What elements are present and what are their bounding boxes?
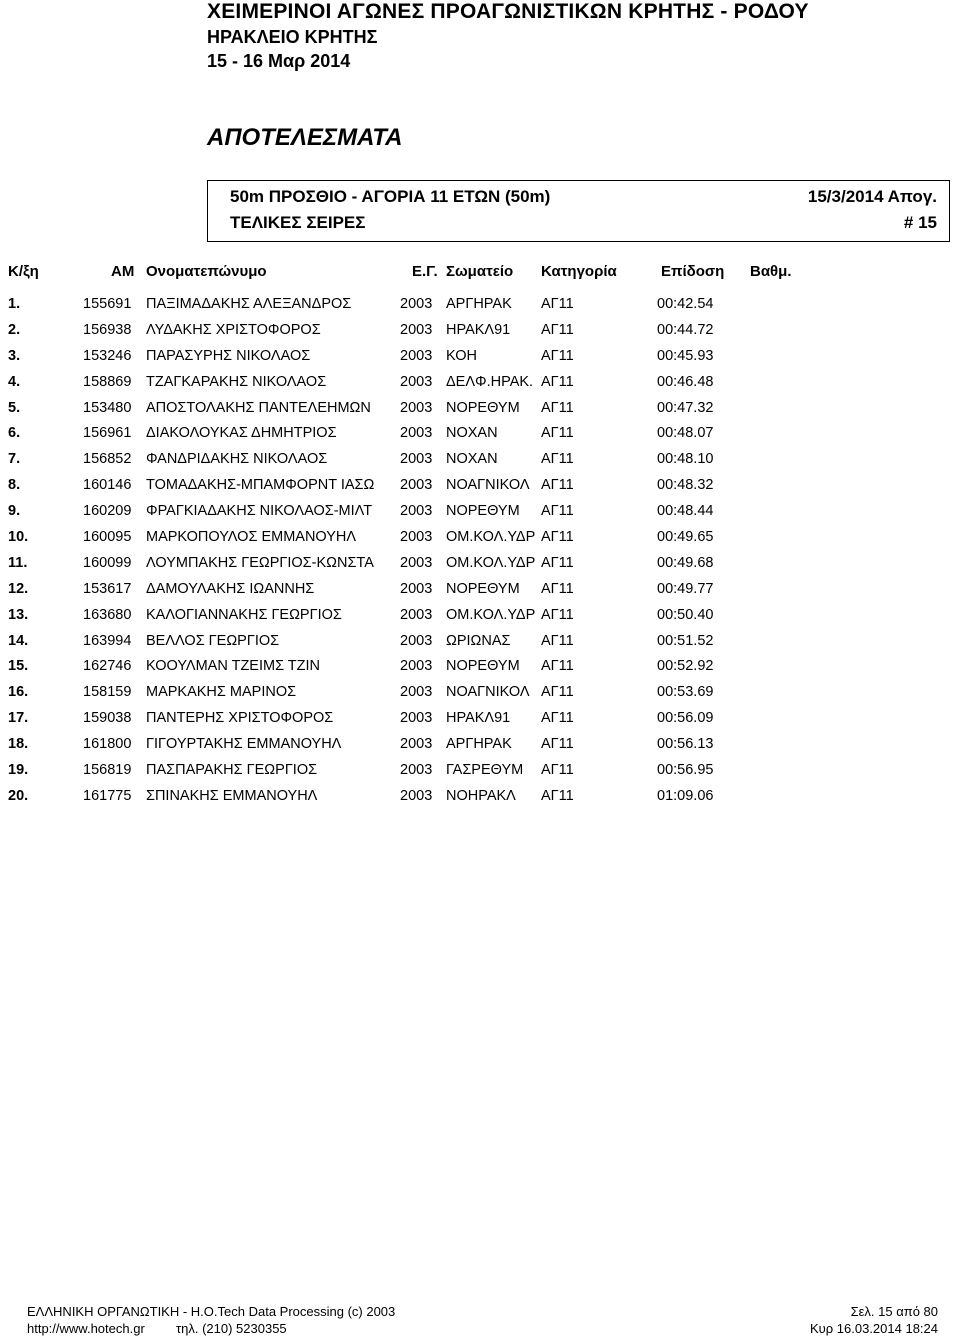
meet-title: ΧΕΙΜΕΡΙΝΟΙ ΑΓΩΝΕΣ ΠΡΟΑΓΩΝΙΣΤΙΚΩΝ ΚΡΗΤΗΣ - ΡΟΔΟΥ <box>207 0 809 23</box>
result-am: 153246 <box>83 347 132 364</box>
result-time: 00:45.93 <box>657 347 714 364</box>
result-rank: 15. <box>8 658 29 675</box>
result-time: 00:47.32 <box>657 399 714 416</box>
result-time: 00:46.48 <box>657 373 714 390</box>
result-category: ΑΓ11 <box>541 580 574 597</box>
result-name: ΔΙΑΚΟΛΟΥΚΑΣ ΔΗΜΗΤΡΙΟΣ <box>146 425 337 442</box>
table-row <box>0 477 960 503</box>
result-club: ΝΟΡΕΘΥΜ <box>446 658 520 675</box>
table-row <box>0 684 960 710</box>
result-am: 160209 <box>83 503 132 520</box>
col-rank: Κ/ξη <box>8 263 39 280</box>
col-category: Κατηγορία <box>541 263 617 280</box>
result-year: 2003 <box>400 529 433 546</box>
result-rank: 11. <box>8 554 28 571</box>
result-am: 156819 <box>83 762 132 779</box>
result-time: 00:51.52 <box>657 632 714 649</box>
result-year: 2003 <box>400 736 433 753</box>
result-name: ΠΑΣΠΑΡΑΚΗΣ ΓΕΩΡΓΙΟΣ <box>146 762 318 779</box>
result-category: ΑΓ11 <box>541 321 574 338</box>
result-time: 00:48.10 <box>657 451 714 468</box>
result-year: 2003 <box>400 787 433 804</box>
result-am: 159038 <box>83 710 132 727</box>
event-date: 15/3/2014 Απογ. <box>807 187 937 206</box>
footer-printed: Κυρ 16.03.2014 18:24 <box>810 1321 938 1336</box>
result-am: 161775 <box>83 787 132 804</box>
result-club: ΟΜ.ΚΟΛ.ΥΔΡ <box>446 606 536 623</box>
result-name: ΛΥΔΑΚΗΣ ΧΡΙΣΤΟΦΟΡΟΣ <box>146 321 321 338</box>
result-am: 161800 <box>83 736 132 753</box>
result-club: ΝΟΡΕΘΥΜ <box>446 399 520 416</box>
table-row <box>0 658 960 684</box>
result-am: 155691 <box>83 296 132 312</box>
footer-page: Σελ. 15 από 80 <box>850 1304 938 1319</box>
result-club: ΝΟΑΓΝΙΚΟΛ <box>446 684 530 701</box>
result-name: ΠΑΝΤΕΡΗΣ ΧΡΙΣΤΟΦΟΡΟΣ <box>146 710 334 727</box>
result-name: ΛΟΥΜΠΑΚΗΣ ΓΕΩΡΓΙΟΣ-ΚΩΝΣΤΑ <box>146 554 374 571</box>
result-category: ΑΓ11 <box>541 477 574 494</box>
result-rank: 8. <box>8 477 21 494</box>
results-list <box>0 296 960 814</box>
result-year: 2003 <box>400 321 433 338</box>
result-year: 2003 <box>400 425 433 442</box>
result-rank: 2. <box>8 321 21 338</box>
result-category: ΑΓ11 <box>541 451 574 468</box>
result-club: ΟΜ.ΚΟΛ.ΥΔΡ <box>446 529 536 546</box>
result-category: ΑΓ11 <box>541 503 574 520</box>
table-row <box>0 425 960 451</box>
result-club: ΚΟΗ <box>446 347 477 364</box>
result-rank: 13. <box>8 606 29 623</box>
result-club: ΝΟΡΕΘΥΜ <box>446 503 520 520</box>
result-year: 2003 <box>400 451 433 468</box>
table-row <box>0 581 960 607</box>
result-club: ΩΡΙΩΝΑΣ <box>446 632 511 649</box>
result-year: 2003 <box>400 554 433 571</box>
result-club: ΗΡΑΚΛ91 <box>446 710 511 727</box>
result-am: 153617 <box>83 580 132 597</box>
result-rank: 9. <box>8 503 21 520</box>
result-name: ΓΙΓΟΥΡΤΑΚΗΣ ΕΜΜΑΝΟΥΗΛ <box>146 736 342 753</box>
result-category: ΑΓ11 <box>541 762 574 779</box>
result-year: 2003 <box>400 399 433 416</box>
result-club: ΝΟΗΡΑΚΛ <box>446 787 516 804</box>
result-category: ΑΓ11 <box>541 425 574 442</box>
result-year: 2003 <box>400 632 433 649</box>
table-row <box>0 555 960 581</box>
result-category: ΑΓ11 <box>541 787 574 804</box>
table-row <box>0 529 960 555</box>
result-category: ΑΓ11 <box>541 606 574 623</box>
event-name: 50m ΠΡΟΣΘΙΟ - ΑΓΟΡΙΑ 11 ΕΤΩΝ (50m) <box>230 187 551 206</box>
result-am: 160099 <box>83 554 132 571</box>
result-name: ΚΟΟΥΛΜΑΝ ΤΖΕΙΜΣ ΤΖΙΝ <box>146 658 321 675</box>
result-club: ΑΡΓΗΡΑΚ <box>446 296 512 312</box>
result-time: 00:49.68 <box>657 554 714 571</box>
result-name: ΤΟΜΑΔΑΚΗΣ-ΜΠΑΜΦΟΡΝΤ ΙΑΣΩ <box>146 477 375 494</box>
result-year: 2003 <box>400 503 433 520</box>
table-row <box>0 400 960 426</box>
result-rank: 7. <box>8 451 21 468</box>
result-club: ΝΟΑΓΝΙΚΟΛ <box>446 477 530 494</box>
result-rank: 12. <box>8 580 29 597</box>
result-name: ΠΑΡΑΣΥΡΗΣ ΝΙΚΟΛΑΟΣ <box>146 347 311 364</box>
meet-dates: 15 - 16 Μαρ 2014 <box>207 51 351 71</box>
footer-org: ΕΛΛΗΝΙΚΗ ΟΡΓΑΝΩΤΙΚΗ - Η.Ο.Tech Data Processing (c) 2003 <box>27 1304 396 1319</box>
result-year: 2003 <box>400 347 433 364</box>
col-am: ΑΜ <box>111 263 135 280</box>
result-category: ΑΓ11 <box>541 529 574 546</box>
table-row <box>0 710 960 736</box>
result-name: ΤΖΑΓΚΑΡΑΚΗΣ ΝΙΚΟΛΑΟΣ <box>146 373 327 390</box>
col-name: Ονοματεπώνυμο <box>146 263 267 280</box>
table-row <box>0 322 960 348</box>
event-number: # 15 <box>903 213 937 232</box>
result-rank: 6. <box>8 425 21 442</box>
result-category: ΑΓ11 <box>541 347 574 364</box>
result-am: 162746 <box>83 658 132 675</box>
result-name: ΜΑΡΚΟΠΟΥΛΟΣ ΕΜΜΑΝΟΥΗΛ <box>146 529 357 546</box>
result-club: ΝΟΧΑΝ <box>446 425 498 442</box>
result-time: 00:53.69 <box>657 684 714 701</box>
result-club: ΝΟΡΕΘΥΜ <box>446 580 520 597</box>
result-rank: 4. <box>8 373 21 390</box>
table-row <box>0 607 960 633</box>
result-name: ΣΠΙΝΑΚΗΣ ΕΜΜΑΝΟΥΗΛ <box>146 787 318 804</box>
table-row <box>0 788 960 814</box>
result-name: ΦΑΝΔΡΙΔΑΚΗΣ ΝΙΚΟΛΑΟΣ <box>146 451 328 468</box>
table-row <box>0 633 960 659</box>
result-am: 163680 <box>83 606 132 623</box>
result-category: ΑΓ11 <box>541 684 574 701</box>
table-row <box>0 451 960 477</box>
footer-phone: τηλ. (210) 5230355 <box>176 1321 287 1336</box>
col-year: Ε.Γ. <box>412 263 438 280</box>
result-time: 00:56.95 <box>657 762 714 779</box>
col-time: Επίδοση <box>661 263 725 280</box>
result-time: 00:42.54 <box>657 296 714 312</box>
result-club: ΝΟΧΑΝ <box>446 451 498 468</box>
result-am: 156961 <box>83 425 132 442</box>
result-name: ΒΕΛΛΟΣ ΓΕΩΡΓΙΟΣ <box>146 632 280 649</box>
result-category: ΑΓ11 <box>541 373 574 390</box>
result-year: 2003 <box>400 477 433 494</box>
result-am: 163994 <box>83 632 132 649</box>
result-year: 2003 <box>400 580 433 597</box>
result-club: ΑΡΓΗΡΑΚ <box>446 736 512 753</box>
event-box <box>207 180 950 242</box>
result-name: ΔΑΜΟΥΛΑΚΗΣ ΙΩΑΝΝΗΣ <box>146 580 315 597</box>
result-year: 2003 <box>400 684 433 701</box>
result-name: ΠΑΞΙΜΑΔΑΚΗΣ ΑΛΕΞΑΝΔΡΟΣ <box>146 296 352 312</box>
footer-website[interactable]: http://www.hotech.gr <box>27 1321 145 1336</box>
result-am: 156938 <box>83 321 132 338</box>
result-year: 2003 <box>400 606 433 623</box>
result-name: ΚΑΛΟΓΙΑΝΝΑΚΗΣ ΓΕΩΡΓΙΟΣ <box>146 606 342 623</box>
event-round: ΤΕΛΙΚΕΣ ΣΕΙΡΕΣ <box>230 213 366 232</box>
result-rank: 20. <box>8 787 29 804</box>
result-time: 00:48.07 <box>657 425 714 442</box>
result-category: ΑΓ11 <box>541 296 574 312</box>
result-category: ΑΓ11 <box>541 710 574 727</box>
result-rank: 5. <box>8 399 21 416</box>
result-year: 2003 <box>400 296 433 312</box>
result-rank: 16. <box>8 684 29 701</box>
result-year: 2003 <box>400 710 433 727</box>
result-time: 00:44.72 <box>657 321 714 338</box>
result-rank: 14. <box>8 632 29 649</box>
table-row <box>0 736 960 762</box>
result-am: 160146 <box>83 477 132 494</box>
result-category: ΑΓ11 <box>541 554 574 571</box>
table-row <box>0 348 960 374</box>
table-row <box>0 296 960 322</box>
result-rank: 10. <box>8 529 29 546</box>
result-club: ΗΡΑΚΛ91 <box>446 321 511 338</box>
result-name: ΦΡΑΓΚΙΑΔΑΚΗΣ ΝΙΚΟΛΑΟΣ-ΜΙΛΤ <box>146 503 373 520</box>
section-title: ΑΠΟΤΕΛΕΣΜΑΤΑ <box>207 124 403 151</box>
result-time: 00:56.09 <box>657 710 714 727</box>
results-header <box>0 263 960 283</box>
result-am: 156852 <box>83 451 132 468</box>
col-club: Σωματείο <box>446 263 514 280</box>
table-row <box>0 503 960 529</box>
result-time: 00:48.32 <box>657 477 714 494</box>
result-time: 00:48.44 <box>657 503 714 520</box>
result-name: ΜΑΡΚΑΚΗΣ ΜΑΡΙΝΟΣ <box>146 684 297 701</box>
table-row <box>0 374 960 400</box>
result-time: 00:49.77 <box>657 580 714 597</box>
col-points: Βαθμ. <box>750 263 792 280</box>
result-year: 2003 <box>400 762 433 779</box>
result-time: 00:52.92 <box>657 658 714 675</box>
result-rank: 1. <box>8 296 21 312</box>
result-am: 153480 <box>83 399 132 416</box>
result-am: 158869 <box>83 373 132 390</box>
result-club: ΟΜ.ΚΟΛ.ΥΔΡ <box>446 554 536 571</box>
result-time: 00:50.40 <box>657 606 714 623</box>
result-category: ΑΓ11 <box>541 658 574 675</box>
result-time: 00:56.13 <box>657 736 714 753</box>
result-category: ΑΓ11 <box>541 632 574 649</box>
result-rank: 17. <box>8 710 29 727</box>
result-name: ΑΠΟΣΤΟΛΑΚΗΣ ΠΑΝΤΕΛΕΗΜΩΝ <box>146 399 371 416</box>
result-year: 2003 <box>400 373 433 390</box>
result-am: 160095 <box>83 529 132 546</box>
table-row <box>0 762 960 788</box>
result-rank: 3. <box>8 347 21 364</box>
result-category: ΑΓ11 <box>541 399 574 416</box>
result-rank: 18. <box>8 736 29 753</box>
result-category: ΑΓ11 <box>541 736 574 753</box>
result-rank: 19. <box>8 762 29 779</box>
result-year: 2003 <box>400 658 433 675</box>
meet-location: ΗΡΑΚΛΕΙΟ ΚΡΗΤΗΣ <box>207 27 378 47</box>
result-club: ΔΕΛΦ.ΗΡΑΚ. <box>446 373 534 390</box>
result-time: 01:09.06 <box>657 787 714 804</box>
result-club: ΓΑΣΡΕΘΥΜ <box>446 762 524 779</box>
result-am: 158159 <box>83 684 132 701</box>
result-time: 00:49.65 <box>657 529 714 546</box>
